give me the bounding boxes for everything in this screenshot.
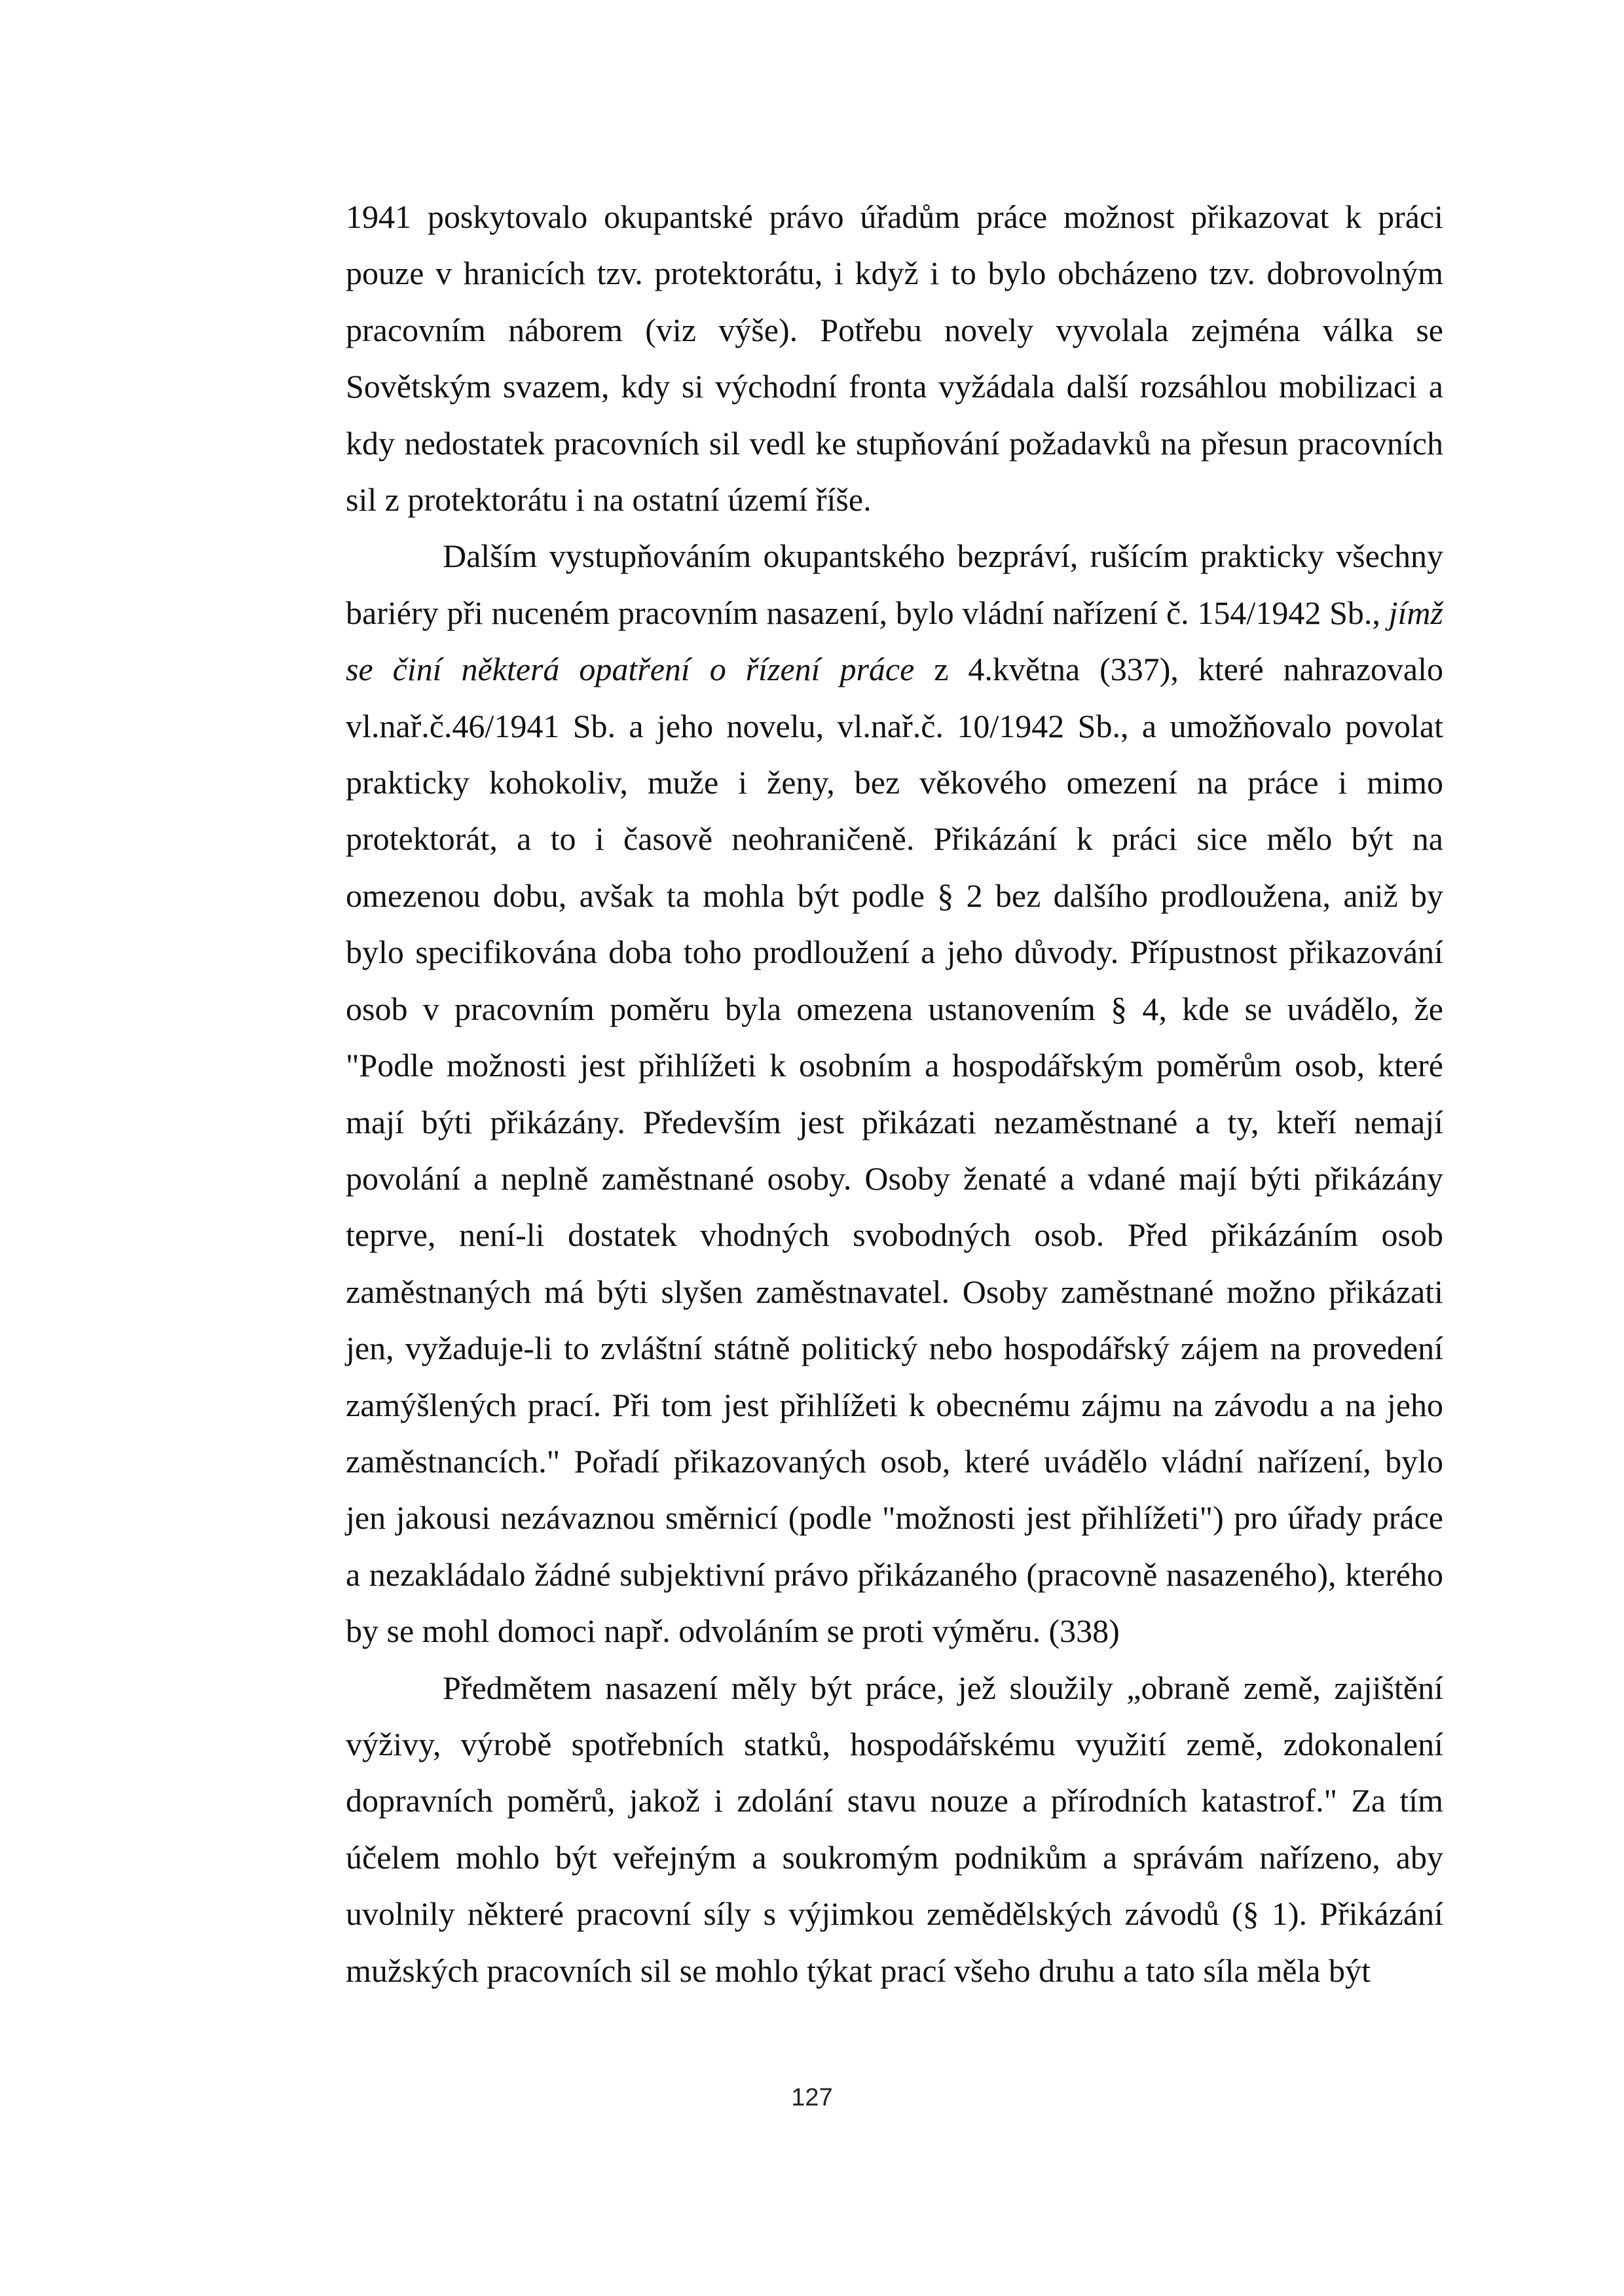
paragraph-2-text-after: z 4.května (337), které nahrazovalo vl.nař.č.46/1941 Sb. a jeho novelu, vl.nař.č. 10/1942 Sb., a umožňovalo povolat prakticky kohokoliv, muže i ženy, bez věkového omezení na práce i mimo protektorát, a to i časově neohraničeně. Přikázání k práci sice mělo být na omezenou dobu, avšak ta mohla být podle § 2 bez dalšího prodloužena, aniž by bylo specifikována doba toho prodloužení a jeho důvody. Přípustnost přikazování osob v pracovním poměru byla omezena ustanovením § 4, kde se uvádělo, že "Podle možnosti jest přihlížeti k osobním a hospodářským poměrům osob, které mají býti přikázány. Především jest přikázati nezaměstnané a ty, kteří nemají povolání a neplně zaměstnané osoby. Osoby ženaté a vdané mají býti přikázány teprve, není-li dostatek vhodných svobodných osob. Před přikázáním osob zaměstnaných má býti slyšen zaměstnavatel. Osoby zaměstnané možno přikázati jen, vyžaduje-li to zvláštní státně politický nebo hospodářský zájem na provedení zamýšlených prací. Při tom jest přihlížeti k obecnému zájmu na závodu a na jeho zaměstnancích." Pořadí přikazovaných osob, které uvádělo vládní nařízení, bylo jen jakousi nezávaznou směrnicí (podle "možnosti jest přihlížeti") pro úřady práce a nezakládalo žádné subjektivní právo přikázaného (pracovně nasazeného), kterého by se mohl domoci např. odvoláním se proti výměru. (338) [346,651,1443,1650]
paragraph-2 [346,528,1443,1659]
paragraph-2-text-before: Dalším vystupňováním okupantského bezpráví, rušícím prakticky všechny bariéry při nuceném pracovním nasazení, bylo vládní nařízení č. 154/1942 Sb., [346,538,1443,631]
paragraph-2-italic-title: jímž se činí některá opatření o řízení práce [346,594,1443,688]
paragraph-3: Předmětem nasazení měly být práce, jež sloužily „obraně země, zajištění výživy, výrobě spotřebních statků, hospodářskému využití země, zdokonalení dopravních poměrů, jakož i zdolání stavu nouze a přírodních katastrof." Za tím účelem mohlo být veřejným a soukromým podnikům a správám nařízeno, aby uvolnily některé pracovní síly s výjimkou zemědělských závodů (§ 1). Přikázání mužských pracovních sil se mohlo týkat prací všeho druhu a tato síla měla být [346,1669,1443,1989]
page-number: 127 [791,2084,833,2111]
paragraph-1: 1941 poskytovalo okupantské právo úřadům práce možnost přikazovat k práci pouze v hranicích tzv. protektorátu, i když i to bylo obcházeno tzv. dobrovolným pracovním náborem (viz výše). Potřebu novely vyvolala zejména válka se Sovětským svazem, kdy si východní fronta vyžádala další rozsáhlou mobilizaci a kdy nedostatek pracovních sil vedl ke stupňování požadavků na přesun pracovních sil z protektorátu i na ostatní území říše. [346,198,1443,519]
page-body [346,189,1443,1999]
